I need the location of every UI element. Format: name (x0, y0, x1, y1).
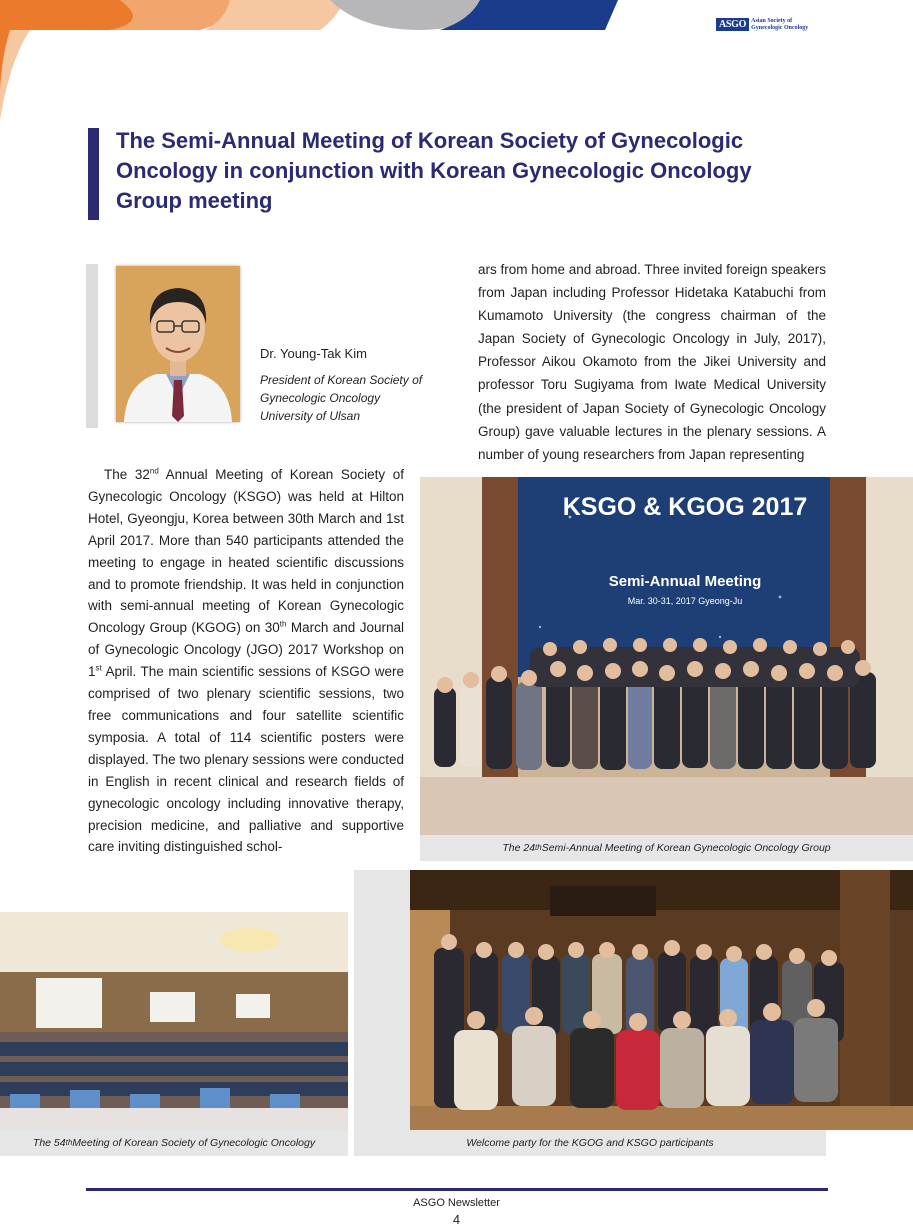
hall-photo (0, 912, 348, 1130)
logo-line-2: Gynecologic Oncology (751, 24, 809, 31)
banner-date: Mar. 30-31, 2017 Gyeong-Ju (627, 596, 743, 606)
author-university: University of Ulsan (260, 409, 361, 423)
article-title: The Semi-Annual Meeting of Korean Society of Gynecologic Oncology in conjunction with Korean Gynecologic Oncology Group meeting (116, 128, 752, 213)
group-photo-caption: The 24 th Semi-Annual Meeting of Korean Gynecologic Oncology Group (420, 835, 913, 861)
article-text-right-column: ars from home and abroad. Three invited foreign speakers from Japan including Professor Hidetaka Katabuchi from Kumamoto University (the congress chairman of the Japan Society of Gynecologic Oncology in July, 2017), Professor Aikou Okamoto from the Jikei University and professor Toru Sugiyama from Iwate Medical University (the president of Japan Society of Gynecologic Oncology Group) gave valuable lectures in the plenary sessions. A number of young researchers from Japan representing (478, 262, 826, 462)
logo-mark: ASGO (716, 18, 749, 31)
author-accent-bar (86, 264, 98, 428)
article-text-left-column: The 32nd Annual Meeting of Korean Society of Gynecologic Oncology (KSGO) was held at Hilton Hotel, Gyeongju, Korea between 30th March and 1st April 2017. More than 540 participants attended the meeting to engage in heated scientific discussions and to promote friendship. It was held in conjunction with semi-annual meeting of Korean Gynecologic Oncology Group (KGOG) on 30th March and Journal of Gynecologic Oncology (JGO) 2017 Workshop on 1st April. The main scientific sessions of KSGO were comprised of two plenary scientific sessions, two free communications and four satellite scientific symposia. A total of 114 scientific posters were displayed. The two plenary sessions were conducted in English in recent clinical and research fields of gynecologic oncology including innovative therapy, precision medicine, and palliative and supportive care inviting distinguished schol- (88, 466, 405, 855)
footer-divider (86, 1188, 828, 1191)
hall-photo-caption: The 54 th Meeting of Korean Society of Gynecologic Oncology (0, 1130, 348, 1156)
newsletter-name: ASGO Newsletter (413, 1197, 500, 1209)
logo-text (751, 18, 808, 31)
group-photo (420, 477, 913, 835)
author-portrait (116, 266, 240, 422)
asgo-logo (716, 18, 808, 31)
party-photo-caption: Welcome party for the KGOG and KSGO participants (354, 1130, 826, 1156)
author-affiliation (260, 371, 430, 425)
banner-title: KSGO & KGOG 2017 (562, 493, 808, 521)
banner-subtitle: Semi-Annual Meeting (608, 573, 762, 590)
title-accent-bar (88, 128, 99, 220)
logo-line-1: Asian Society of (751, 18, 793, 24)
author-role: President of Korean Society of Gynecologic Oncology (260, 373, 423, 405)
page-number: 4 (452, 1212, 461, 1227)
welcome-party-photo (410, 870, 913, 1130)
party-photo-border (354, 870, 410, 1130)
author-name: Dr. Young-Tak Kim (260, 346, 367, 361)
